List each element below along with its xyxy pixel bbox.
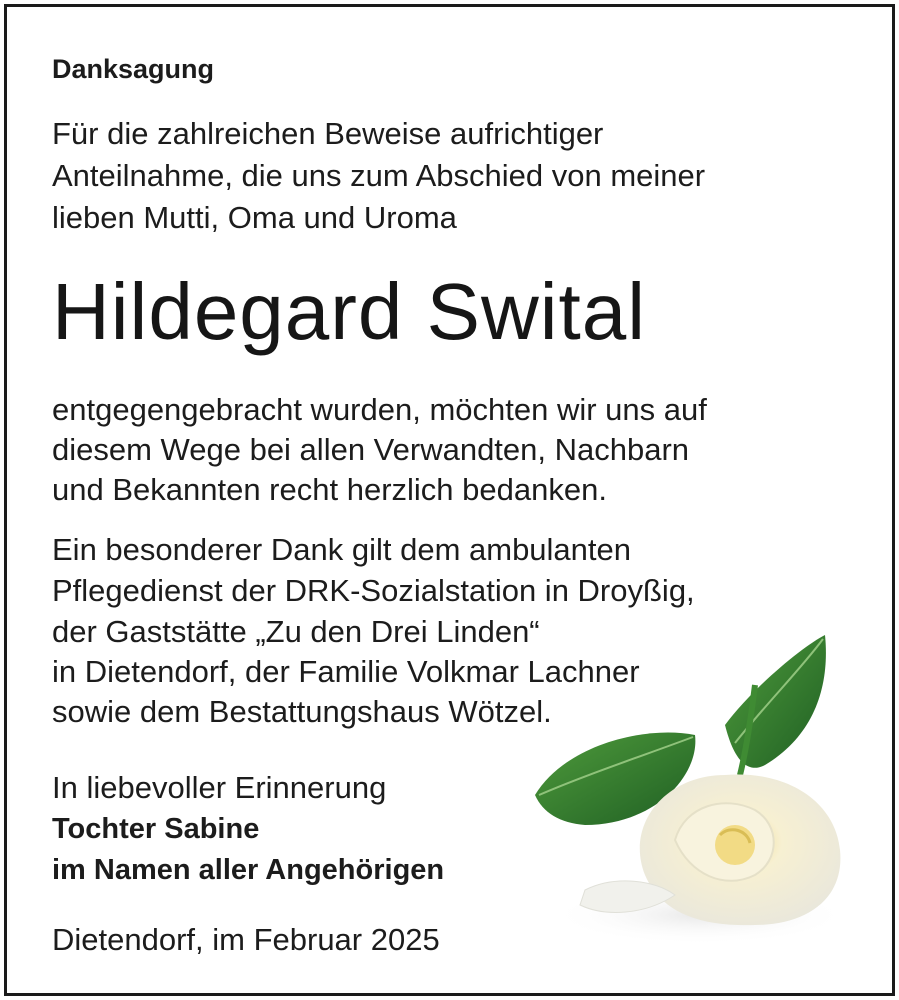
thanks-line: und Bekannten recht herzlich bedanken. bbox=[52, 472, 607, 507]
special-thanks-line: Pflegedienst der DRK-Sozialstation in Droyßig, bbox=[52, 573, 695, 608]
special-thanks-line: in Dietendorf, der Familie Volkmar Lachner bbox=[52, 654, 640, 689]
intro-line: Für die zahlreichen Beweise aufrichtiger bbox=[52, 116, 604, 151]
deceased-name: Hildegard Swital bbox=[52, 267, 647, 356]
signature-line: Tochter Sabine bbox=[52, 813, 260, 845]
notice-heading: Danksagung bbox=[52, 54, 215, 84]
signature-line: im Namen aller Angehörigen bbox=[52, 854, 445, 886]
intro-line: lieben Mutti, Oma und Uroma bbox=[52, 200, 457, 235]
place-date: Dietendorf, im Februar 2025 bbox=[52, 922, 440, 957]
special-thanks-line: Ein besonderer Dank gilt dem ambulanten bbox=[52, 532, 632, 567]
intro-line: Anteilnahme, die uns zum Abschied von meiner bbox=[52, 158, 706, 193]
thanks-line: entgegengebracht wurden, möchten wir uns auf bbox=[52, 392, 707, 427]
special-thanks-line: der Gaststätte „Zu den Drei Linden“ bbox=[52, 614, 540, 649]
white-rose-image bbox=[525, 625, 865, 955]
memory-line: In liebevoller Erinnerung bbox=[52, 770, 387, 805]
thanks-line: diesem Wege bei allen Verwandten, Nachbarn bbox=[52, 432, 690, 467]
special-thanks-line: sowie dem Bestattungshaus Wötzel. bbox=[52, 694, 552, 729]
